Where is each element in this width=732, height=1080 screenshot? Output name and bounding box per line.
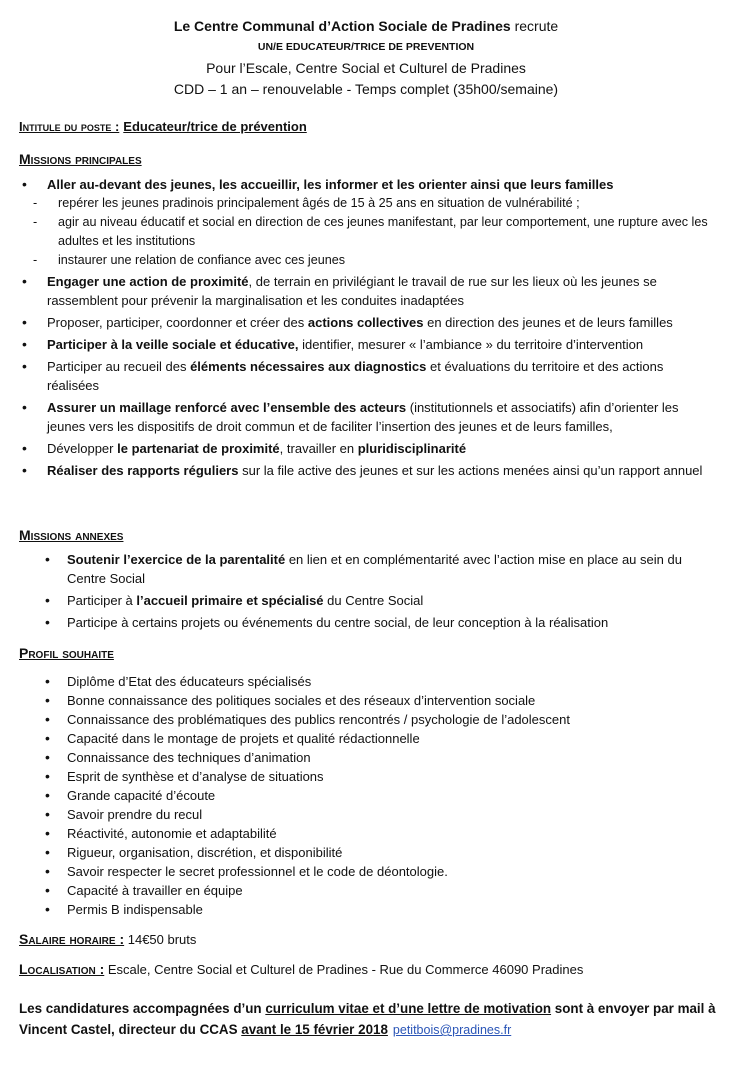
profil-section — [19, 644, 718, 919]
offer-header — [0, 0, 732, 100]
mission-bold: Réaliser des rapports réguliers — [47, 463, 239, 478]
missions-list — [19, 175, 718, 480]
annexe-text: du Centre Social — [323, 593, 424, 608]
mission-item — [19, 335, 718, 354]
mission-text: Aller au-devant des jeunes, les accueillir, les informer et les orienter ainsi que leurs familles — [47, 177, 614, 192]
footer-deadline: avant le 15 février 2018 — [241, 1022, 388, 1037]
annexe-item — [19, 591, 718, 610]
annexe-bold: l’accueil primaire et spécialisé — [136, 593, 324, 608]
mission-item — [19, 272, 718, 310]
footer-text: Les candidatures accompagnées d’un — [19, 1001, 266, 1016]
mission-text: en direction des jeunes et de leurs familles — [423, 315, 673, 330]
mission-item — [19, 461, 718, 480]
annexe-item — [19, 550, 718, 588]
intitule-label: Intitule du poste : — [19, 119, 120, 134]
mission-item — [19, 357, 718, 395]
intitule-value: Educateur/trice de prévention — [123, 119, 307, 134]
mission-bold: éléments nécessaires aux diagnostics — [190, 359, 427, 374]
profil-item: • Diplôme d’Etat des éducateurs spécialisés — [19, 672, 718, 691]
profil-list — [19, 672, 718, 919]
intitule-section — [19, 118, 718, 136]
mission-text: , travailler en — [279, 441, 358, 456]
mission-text: identifier, mesurer « l’ambiance » du territoire d’intervention — [298, 337, 644, 352]
profil-item: • Savoir respecter le secret professionnel et le code de déontologie. — [19, 862, 718, 881]
localisation-label: Localisation : — [19, 961, 105, 977]
localisation-section — [19, 960, 718, 979]
mission-item — [19, 313, 718, 332]
missions-title: Missions principales — [19, 151, 142, 167]
header-line-position: UN/E EDUCATEUR/TRICE DE PREVENTION — [257, 41, 475, 53]
application-footer — [19, 998, 718, 1041]
annexe-text: en lien et en complémentarité avec l’action mise en place au sein du Centre Social — [67, 552, 682, 586]
mission-subitem: - repérer les jeunes pradinois principalement âgés de 15 à 25 ans en situation de vulnérabilité ; — [19, 194, 718, 213]
profil-item: • Rigueur, organisation, discrétion, et disponibilité — [19, 843, 718, 862]
mission-text: et évaluations du territoire et des actions réalisées — [47, 359, 664, 393]
mission-subitem: - agir au niveau éducatif et social en direction de ces jeunes manifestant, par leur comportement, une rupture avec les adultes et les institutions — [19, 213, 718, 251]
profil-item: • Grande capacité d’écoute — [19, 786, 718, 805]
mission-text: sur la file active des jeunes et sur les actions menées ainsi qu’un rapport annuel — [238, 463, 703, 478]
annexes-title: Missions annexes — [19, 527, 124, 543]
mission-item — [19, 439, 718, 458]
profil-item: • Savoir prendre du recul — [19, 805, 718, 824]
profil-item: • Capacité dans le montage de projets et qualité rédactionnelle — [19, 729, 718, 748]
header-line-place: Pour l’Escale, Centre Social et Culturel de Pradines — [206, 60, 526, 76]
mission-item — [19, 175, 718, 194]
footer-underlined-docs: curriculum vitae et d’une lettre de motivation — [265, 1001, 552, 1016]
profil-title: Profil souhaite — [19, 645, 114, 661]
header-line-employer — [0, 17, 732, 36]
annexe-bold: Soutenir l’exercice de la parentalité — [67, 552, 286, 567]
header-line-contract: CDD – 1 an – renouvelable - Temps complet (35h00/semaine) — [173, 81, 559, 97]
employer-name: Le Centre Communal d’Action Sociale de Pradines — [173, 18, 511, 34]
profil-item: • Capacité à travailler en équipe — [19, 881, 718, 900]
mission-text: Proposer, participer, coordonner et créer des — [47, 315, 308, 330]
mission-bold: le partenariat de proximité — [117, 441, 280, 456]
mission-subitem: - instaurer une relation de confiance avec ces jeunes — [19, 251, 718, 270]
recruits-text: recrute — [510, 18, 559, 34]
annexe-item: • Participe à certains projets ou événements du centre social, de leur conception à la réalisation — [19, 613, 718, 632]
mission-bold: Assurer un maillage renforcé avec l’ensemble des acteurs — [47, 400, 407, 415]
mission-bold: Engager une action de proximité — [47, 274, 249, 289]
localisation-value: Escale, Centre Social et Culturel de Pradines - Rue du Commerce 46090 Pradines — [104, 962, 584, 977]
salaire-line — [19, 930, 718, 949]
footer-text: sont à envoyer par mail à Vincent Castel, directeur du CCAS — [19, 1001, 716, 1037]
mission-bold: pluridisciplinarité — [357, 441, 467, 456]
application-text — [19, 998, 718, 1041]
profil-item: • Bonne connaissance des politiques sociales et des réseaux d’intervention sociale — [19, 691, 718, 710]
mission-text: , de terrain en privilégiant le travail de rue sur les lieux où les jeunes se rassemblent pour prévenir la marginalisation et les conduites inadaptées — [47, 274, 657, 308]
intitule-line — [19, 118, 718, 136]
mission-bold: Participer à la veille sociale et éducative, — [47, 337, 299, 352]
mission-text: Développer — [47, 441, 118, 456]
salaire-value: 14€50 bruts — [124, 932, 197, 947]
missions-section — [19, 150, 718, 480]
annexe-text: Participer à — [67, 593, 137, 608]
profil-item: • Réactivité, autonomie et adaptabilité — [19, 824, 718, 843]
mission-bold: actions collectives — [307, 315, 424, 330]
profil-item: • Permis B indispensable — [19, 900, 718, 919]
mission-item — [19, 398, 718, 436]
profil-item: • Connaissance des techniques d’animation — [19, 748, 718, 767]
annexes-section — [19, 526, 718, 632]
contact-email-link[interactable]: petitbois@pradines.fr — [392, 1023, 512, 1037]
mission-text: Participer au recueil des — [47, 359, 191, 374]
profil-item: • Connaissance des problématiques des publics rencontrés / psychologie de l’adolescent — [19, 710, 718, 729]
profil-item: • Esprit de synthèse et d’analyse de situations — [19, 767, 718, 786]
salaire-label: Salaire horaire : — [19, 931, 125, 947]
localisation-line — [19, 960, 718, 979]
salaire-section — [19, 930, 718, 949]
annexes-list — [19, 550, 718, 632]
mission-text: (institutionnels et associatifs) afin d’orienter les jeunes vers les dispositifs de droit commun et de faciliter l’insertion des jeunes et de leurs familles, — [47, 400, 679, 434]
